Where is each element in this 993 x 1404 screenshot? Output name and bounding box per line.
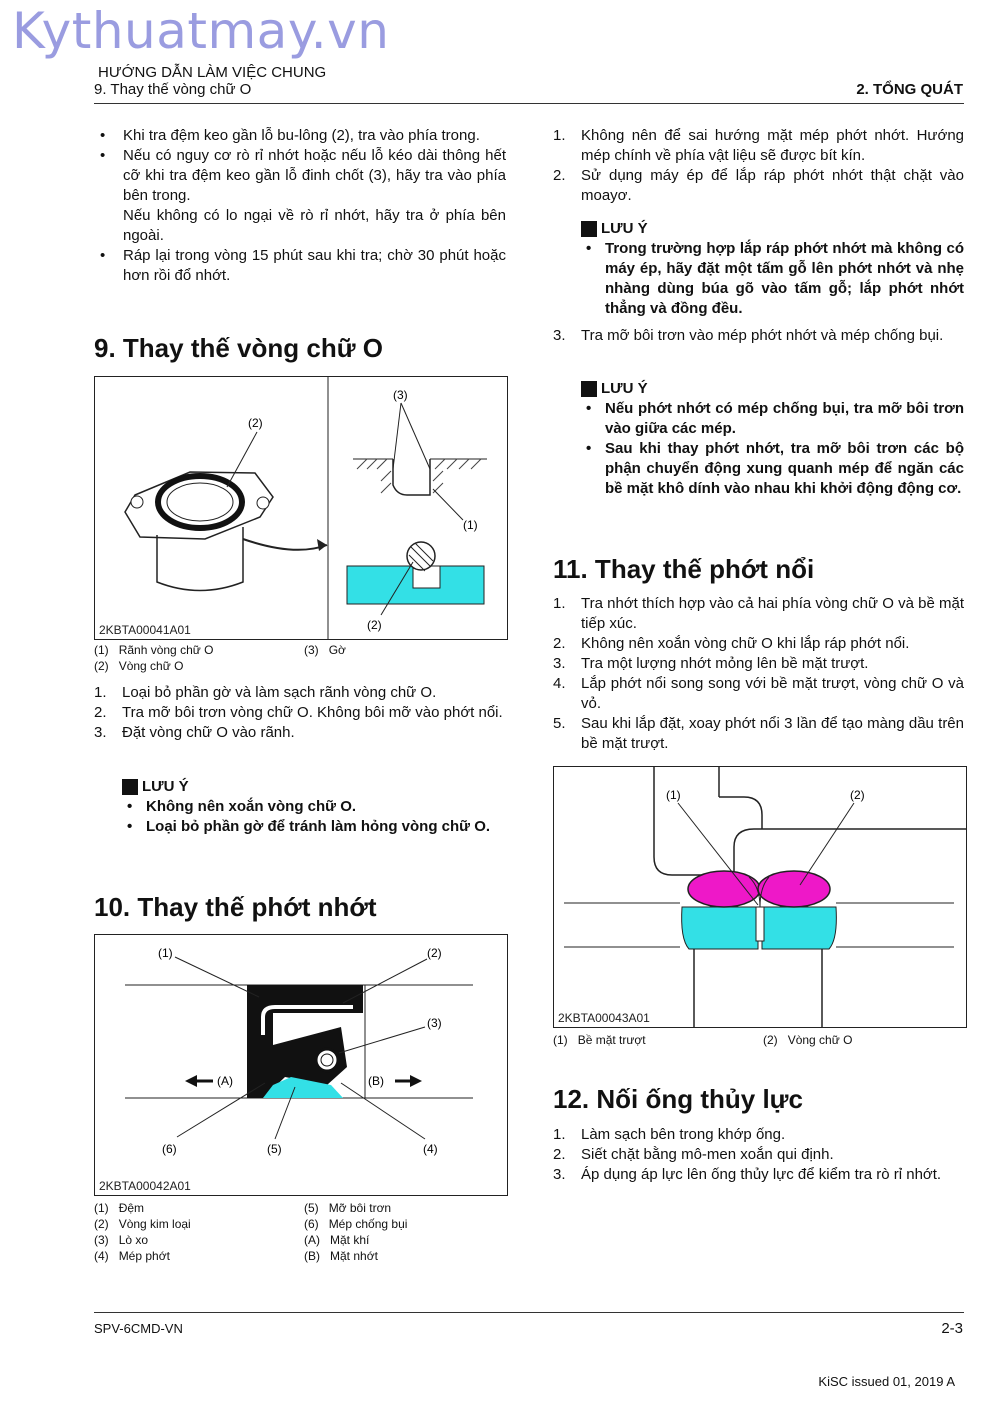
callout-3: (3) (393, 388, 408, 402)
callout-2-lower: (2) (367, 618, 382, 632)
callout-A: (A) (217, 1074, 233, 1088)
legend-text: Mặt khí (330, 1233, 370, 1247)
list-item: 2. Tra mỡ bôi trơn vòng chữ O. Không bôi mỡ vào phớt nổi. (94, 704, 503, 721)
section-12-steps (553, 1125, 964, 1185)
note-icon (581, 221, 597, 237)
callout-6: (6) (162, 1142, 177, 1156)
section-10-title: 10. Thay thế phớt nhớt (94, 892, 377, 922)
list-item: 1. Loại bỏ phần gờ và làm sạch rãnh vòng chữ O. (94, 684, 437, 701)
list-item: • Ráp lại trong vòng 15 phút sau khi tra; chờ 30 phút hoặc hơn rồi đổ nhớt. (94, 246, 506, 286)
legend-text: Gờ (328, 643, 346, 657)
section-12-title: 12. Nối ống thủy lực (553, 1084, 803, 1114)
section-9-steps (94, 683, 506, 743)
figure-code: 2KBTA00042A01 (99, 1179, 191, 1193)
header-rule (94, 103, 964, 104)
list-item: 4. Lắp phớt nổi song song với bề mặt trượt, vòng chữ O và vỏ. (553, 675, 964, 712)
section-11-title: 11. Thay thế phớt nổi (553, 554, 815, 584)
footer-rule (94, 1312, 964, 1313)
note-item: • Trong trường hợp lắp ráp phớt nhớt mà không có máy ép, hãy đặt một tấm gỗ lên phớt nhớt và nhẹ nhàng dùng búa gõ vào tấm gỗ; lắp phớt nhớt thẳng và đồng đều. (581, 239, 964, 319)
note-icon (122, 779, 138, 795)
section-11-steps (553, 594, 964, 754)
list-item: 3. Đặt vòng chữ O vào rãnh. (94, 724, 295, 741)
list-item: 3. Áp dụng áp lực lên ống thủy lực để kiểm tra rò rỉ nhớt. (553, 1166, 942, 1183)
legend-text: Mặt nhớt (330, 1249, 378, 1263)
callout-B: (B) (368, 1074, 384, 1088)
list-item: 1. Làm sạch bên trong khớp ống. (553, 1126, 786, 1143)
page-number: 2-3 (941, 1320, 963, 1337)
figure-11-legend: (1) Bề mặt trượt (2) Vòng chữ O (553, 1033, 853, 1047)
legend-text: Mỡ bôi trơn (328, 1201, 392, 1215)
callout-1: (1) (666, 788, 681, 802)
figure-code: 2KBTA00041A01 (99, 623, 191, 637)
callout-1: (1) (158, 946, 173, 960)
oil-seal-diagram (95, 935, 507, 1195)
floating-seal-diagram (554, 767, 966, 1027)
list-item: 3. Tra mỡ bôi trơn vào mép phớt nhớt và mép chống bụi. (553, 327, 944, 344)
list-item: 3. Tra một lượng nhớt mỏng lên bề mặt trượt. (553, 655, 869, 672)
header-manual-title: HƯỚNG DẪN LÀM VIỆC CHUNG (98, 64, 327, 81)
intro-bullets (94, 126, 506, 286)
list-item-continuation: Nếu không có lo ngại về rò rỉ nhớt, hãy tra ở phía bên ngoài. (123, 207, 506, 244)
note-box (581, 379, 964, 499)
callout-2: (2) (427, 946, 442, 960)
figure-oil-seal (94, 934, 508, 1196)
figure-o-ring (94, 376, 508, 640)
note-item: • Sau khi thay phớt nhớt, tra mỡ bôi trơn các bộ phận chuyển động xung quanh mép để ngăn các bề mặt khô dính vào nhau khi khởi động động cơ. (581, 439, 964, 499)
callout-1: (1) (463, 518, 478, 532)
list-item: 2. Sử dụng máy ép để lắp ráp phớt nhớt thật chặt vào moayơ. (553, 167, 964, 204)
note-title: LƯU Ý (142, 778, 189, 795)
note-item: • Loại bỏ phần gờ để tránh làm hỏng vòng chữ O. (122, 817, 506, 837)
legend-text: Bề mặt trượt (577, 1033, 646, 1047)
watermark-logo: Kythuatmay.vn (12, 2, 390, 60)
note-icon (581, 381, 597, 397)
callout-4: (4) (423, 1142, 438, 1156)
note-item: • Nếu phớt nhớt có mép chống bụi, tra mỡ bôi trơn vào giữa các mép. (581, 399, 964, 439)
oil-seal-step-3 (553, 326, 964, 346)
callout-3: (3) (427, 1016, 442, 1030)
figure-9-legend: (1) Rãnh vòng chữ O (2) Vòng chữ O (3) Gờ (94, 643, 346, 673)
legend-text: Vòng kim loại (118, 1217, 191, 1231)
list-item: 2. Không nên xoắn vòng chữ O khi lắp ráp phớt nổi. (553, 635, 910, 652)
legend-text: Mép phớt (118, 1249, 170, 1263)
callout-2: (2) (850, 788, 865, 802)
footer-doc-code: SPV-6CMD-VN (94, 1321, 183, 1336)
legend-text: Vòng chữ O (118, 659, 184, 673)
legend-text: Vòng chữ O (787, 1033, 853, 1047)
list-item: 5. Sau khi lắp đặt, xoay phớt nổi 3 lần để tạo màng dầu trên bề mặt trượt. (553, 715, 964, 752)
list-item: 1. Tra nhớt thích hợp vào cả hai phía vòng chữ O và bề mặt tiếp xúc. (553, 595, 964, 632)
section-9-title: 9. Thay thế vòng chữ O (94, 333, 383, 363)
note-box (581, 219, 964, 319)
note-title: LƯU Ý (601, 220, 648, 237)
note-title: LƯU Ý (601, 380, 648, 397)
o-ring-diagram (95, 377, 507, 639)
list-item: • Khi tra đệm keo gần lỗ bu-lông (2), tra vào phía trong. (94, 126, 506, 146)
list-item (94, 206, 506, 246)
list-item: 2. Siết chặt bằng mô-men xoắn qui định. (553, 1146, 834, 1163)
note-box (122, 777, 506, 837)
legend-text: Đệm (118, 1201, 145, 1215)
callout-5: (5) (267, 1142, 282, 1156)
legend-text: Mép chống bụi (328, 1217, 408, 1231)
figure-floating-seal (553, 766, 967, 1028)
header-chapter: 2. TỔNG QUÁT (856, 81, 963, 98)
callout-2: (2) (248, 416, 263, 430)
list-item: 1. Không nên để sai hướng mặt mép phớt nhớt. Hướng mép chính về phía vật liệu sẽ được bít kín. (553, 127, 964, 164)
oil-seal-steps (553, 126, 964, 206)
legend-text: Rãnh vòng chữ O (118, 643, 214, 657)
list-item: • Nếu có nguy cơ rò rỉ nhớt hoặc nếu lỗ kéo dài thông hết cỡ khi tra đệm keo gần lỗ đinh chốt (3), hãy tra vào phía bên trong. (94, 146, 506, 206)
note-item: • Không nên xoắn vòng chữ O. (122, 797, 506, 817)
legend-text: Lò xo (118, 1233, 149, 1247)
figure-code: 2KBTA00043A01 (558, 1011, 650, 1025)
figure-10-legend: (1) Đệm (2) Vòng kim loại (3) Lò xo (4) Mép phớt (5) Mỡ bôi trơn (6) Mép chống bụi (A) Mặt khí (B) Mặt nhớt (94, 1201, 408, 1263)
header-section-title: 9. Thay thế vòng chữ O (94, 81, 252, 98)
issue-stamp: KiSC issued 01, 2019 A (818, 1374, 955, 1389)
